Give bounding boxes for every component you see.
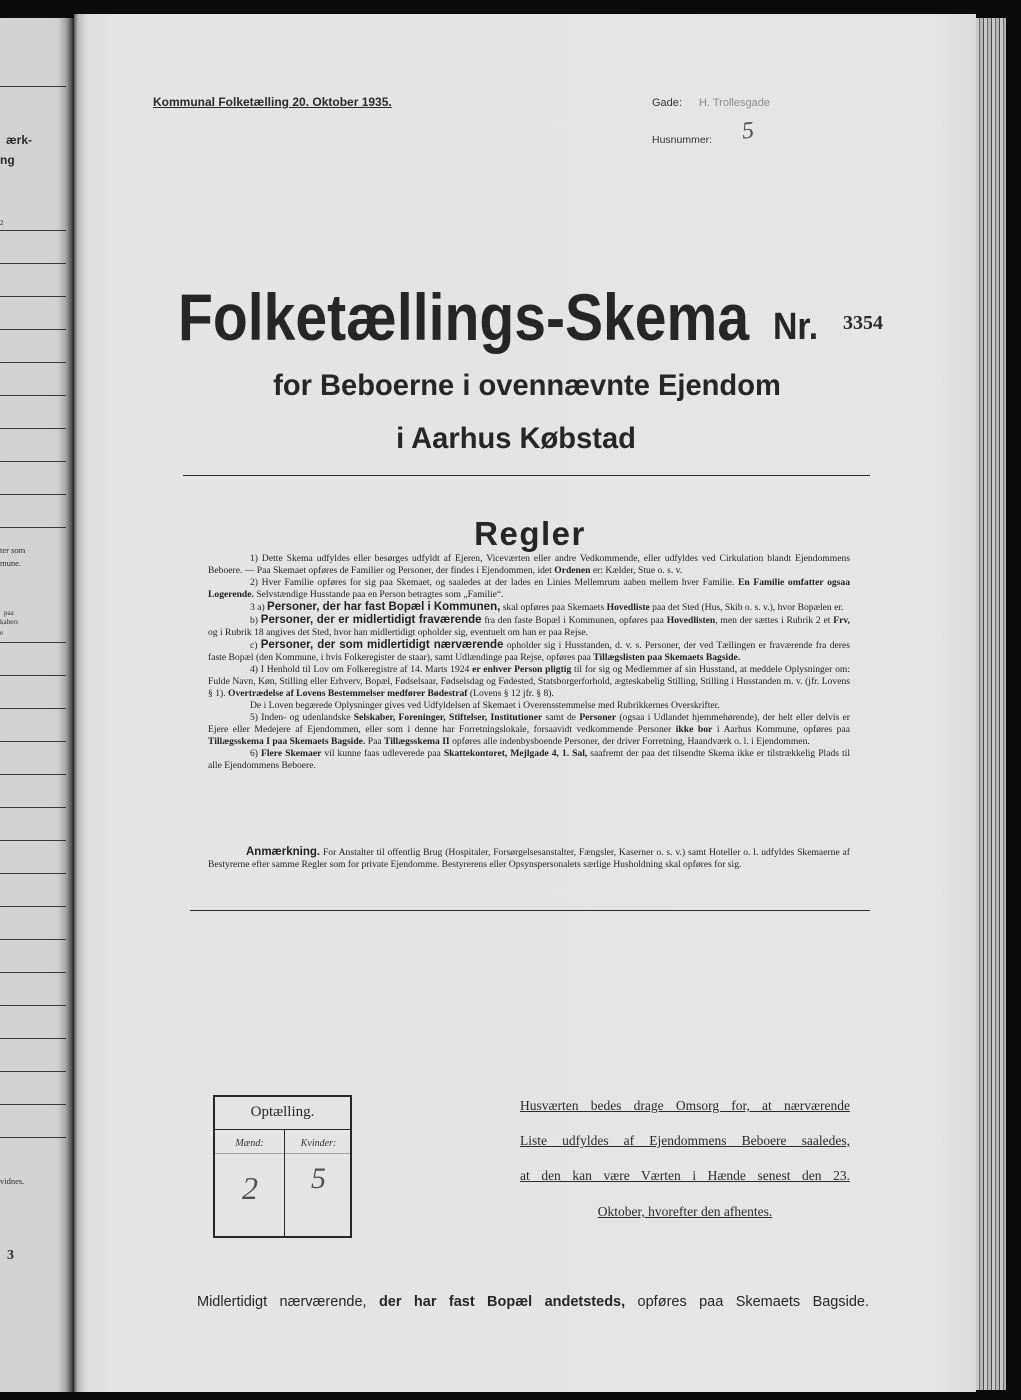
emphasis-text: Hovedliste [606, 602, 650, 613]
body-text: paa det Sted (Hus, Skib o. s. v.), hvor Bopælen er. [649, 602, 844, 613]
body-text: og i Rubrik 18 angives det Sted, hvor han midlertidigt opholder sig, eventuelt om han er paa Rejse. [208, 627, 588, 638]
landlord-notice-line: Husværten bedes drage Omsorg for, at nærværende [520, 1098, 850, 1113]
body-text: i Aarhus Kommune, opføres paa [712, 724, 850, 735]
body-text: skal opføres paa Skemaets [500, 602, 607, 613]
body-text: b) [250, 615, 261, 626]
body-text: vil kunne faas udleverede paa [321, 748, 444, 759]
rule-paragraph [208, 577, 850, 601]
emphasis-text: ikke bor [675, 724, 713, 735]
rule-paragraph [208, 664, 850, 700]
landlord-notice-line: Liste udfyldes af Ejendommens Beboere saaledes, [520, 1133, 850, 1148]
count-box-rule [215, 1129, 350, 1130]
rule-paragraph [208, 553, 850, 577]
body-text: 5) Inden- og udenlandske [250, 712, 354, 723]
heading-text: Personer, der har fast Bopæl i Kommunen, [267, 601, 501, 613]
house-number-label: Husnummer: [652, 134, 713, 146]
emphasis-text: Tillægslisten paa Skemaets Bagside. [593, 652, 741, 663]
page-fragment-text: ter som [0, 545, 26, 555]
rule-paragraph [208, 601, 850, 614]
body-text: 3 a) [250, 602, 268, 613]
emphasis-text: der har fast Bopæl andetsteds, [378, 1294, 626, 1310]
emphasis-text: Overtrædelse af Lovens Bestemmelser medfører Bødestraf [227, 688, 468, 699]
page-fragment-text: 3 [7, 1248, 14, 1263]
body-text: 6) [250, 748, 261, 759]
divider [183, 475, 870, 476]
rule-paragraph [208, 748, 850, 772]
page-fragment-text: vidnes. [0, 1176, 25, 1186]
heading-text: Personer, der er midlertidigt fraværende [260, 614, 482, 626]
divider [190, 910, 870, 911]
rule-paragraph [208, 712, 850, 748]
emphasis-text: Tillægsskema I paa Skemaets Bagside. [208, 736, 366, 747]
remark-paragraph [208, 846, 850, 871]
emphasis-text: Selskaber, Foreninger, Stiftelser, Institutioner [353, 712, 543, 723]
page-fragment-text: kabers [0, 618, 19, 626]
women-count-value: 5 [311, 1162, 326, 1195]
body-text: saafremt der paa det tilsendte Skema ikke er tilstrækkelig Plads til alle Ejendommens Beboere. [208, 748, 850, 771]
body-text: til for sig og Medlemmer af sin Husstand, at meddele Oplysninger om: Fulde Navn, Køn, Stilling eller Erhverv, Bopæl, Fødselsaar, Fødselsdag og Fødested, Statsborgerforhold, ægteskabelig Stilling, Stilling i Husstanden m. v. (jfr. Lovens § 1). [208, 664, 850, 699]
body-text: fra den faste Bopæl i Kommunen, opføres paa [481, 615, 667, 626]
heading-text: Anmærkning. [246, 846, 321, 858]
emphasis-text: Personer [579, 712, 617, 723]
footer-note [197, 1293, 869, 1311]
rules-body [208, 553, 850, 772]
emphasis-text: Skattekontoret, Mejlgade 4, 1. Sal, [443, 748, 588, 759]
body-text: (ogsaa i Udlandet hjemmehørende), der helt eller delvis er Ejere eller Medejere af Ejendommen, eller som i denne har Forretningslokale, forsaavidt vedkommende Personer [208, 712, 850, 735]
page-fragment-text: ng [0, 153, 15, 167]
landlord-notice-line: Oktober, hvorefter den afhentes. [597, 1204, 773, 1219]
body-text: 2) Hver Familie opføres for sig paa Skemaet, og saaledes at der lades en Linies Mellemrum aaben mellem hver Familie. [250, 577, 738, 588]
body-text: opholder sig i Husstanden, d. v. s. Personer, der ved Tællingen er fraværende fra deres faste Bopæl (den Kommune, i hvis Folkeregister de staar), samt Udlændinge paa Rejse, opføres paa [208, 640, 850, 663]
emphasis-text: Hovedlisten [666, 615, 716, 626]
census-title: Kommunal Folketælling 20. Oktober 1935. [153, 95, 392, 109]
emphasis-text: Frv, [833, 615, 850, 626]
form-subtitle-city: i Aarhus Købstad [396, 422, 636, 455]
body-text: Midlertidigt nærværende, [197, 1294, 379, 1310]
body-text: (Lovens § 12 jfr. § 8). [467, 688, 554, 699]
body-text: , men der sættes i Rubrik 2 et [715, 615, 834, 626]
emphasis-text: er enhver Person pligtig [472, 664, 572, 675]
heading-text: Personer, der som midlertidigt nærværende [260, 639, 504, 651]
body-text: Selvstændige Husstande paa en Person betragtes som „Familie“. [253, 589, 504, 600]
street-label: Gade: [652, 97, 682, 109]
page-fragment-text: 2 [0, 219, 4, 227]
page-fragment-text: mune. [0, 558, 22, 568]
form-number-value: 3354 [843, 312, 883, 334]
rule-paragraph [208, 614, 850, 639]
page-fragment-text: e [0, 629, 4, 637]
body-text: samt de [542, 712, 580, 723]
body-text: De i Loven begærede Oplysninger gives ved Udfyldelsen af Skemaet i Overensstemmelse med Rubrikkernes Overskrifter. [250, 700, 720, 711]
emphasis-text: Tillægsskema II [384, 736, 450, 747]
page-fragment-text: paa [4, 609, 14, 617]
men-label: Mænd: [235, 1138, 264, 1149]
men-count-value: 2 [242, 1170, 258, 1206]
rule-paragraph [208, 700, 850, 712]
body-text: c) [250, 640, 261, 651]
count-box-rule [215, 1153, 350, 1154]
body-text: Paa [365, 736, 384, 747]
emphasis-text: En Familie omfatter ogsaa Logerende. [208, 577, 850, 600]
emphasis-text: Flere Skemaer [261, 748, 322, 759]
women-label: Kvinder: [300, 1138, 337, 1149]
street-value: H. Trollesgade [699, 97, 770, 109]
form-number-label: Nr. [773, 306, 819, 348]
form-title: Folketællings-Skema [178, 280, 750, 354]
landlord-notice-line: at den kan være Værten i Hænde senest den 23. [520, 1168, 850, 1183]
count-box-title: Optælling. [250, 1104, 315, 1120]
body-text: opføres paa Skemaets Bagside. [625, 1294, 869, 1310]
body-text: er: Kælder, Stue o. s. v. [590, 565, 683, 576]
house-number-value: 5 [740, 117, 756, 145]
rules-heading: Regler [474, 515, 586, 552]
body-text: For Anstalter til offentlig Brug (Hospitaler, Forsørgelsesanstalter, Fængsler, Kaserner o. s. v.) samt Hoteller o. l. udfyldes Skemaerne af Bestyrerne efter samme Regler som for private Ejendomme. Bestyrerens eller Opsynspersonalets særlige Husholdning skal opføres for sig. [208, 847, 850, 870]
count-box [213, 1095, 352, 1238]
body-text: 1) Dette Skema udfyldes eller besørges udfyldt af Ejeren, Viceværten eller andre Vedkommende, eller udfyldes ved Cirkulation blandt Ejendommens Beboere. — Paa Skemaet opføres de Familier og Personer, der findes i Ejendommen, idet [208, 553, 850, 576]
body-text: 4) I Henhold til Lov om Folkeregistre af 14. Marts 1924 [250, 664, 473, 675]
page-fragment-text: ærk- [6, 133, 33, 147]
body-text: opføres alle indenbysboende Personer, der driver Forretning, Haandværk o. l. i Ejendommen. [449, 736, 810, 747]
rule-paragraph [208, 639, 850, 664]
emphasis-text: Ordenen [554, 565, 591, 576]
form-subtitle: for Beboerne i ovennævnte Ejendom [273, 369, 781, 402]
